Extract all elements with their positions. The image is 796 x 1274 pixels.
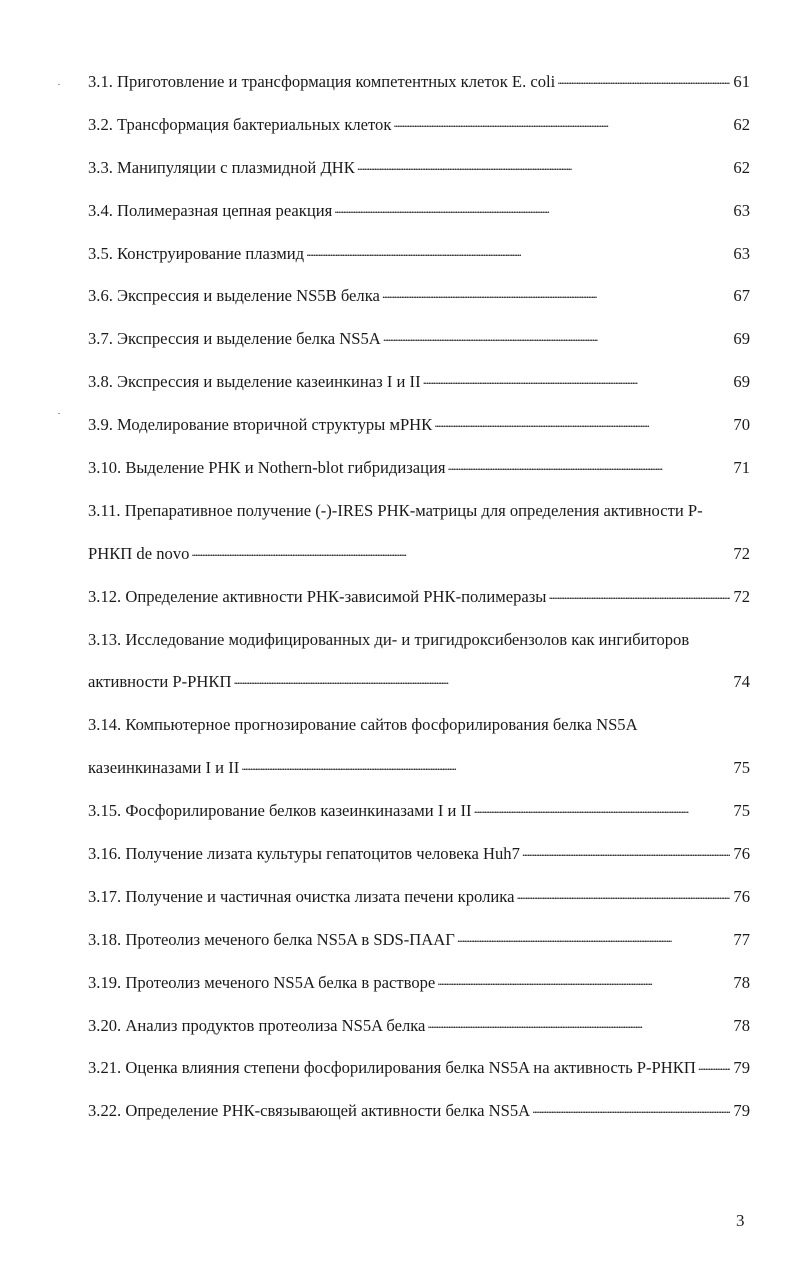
margin-speck	[58, 413, 60, 414]
toc-entry-page: 79	[733, 1101, 750, 1121]
toc-entry[interactable]	[88, 973, 750, 1016]
toc-entry[interactable]	[88, 544, 750, 587]
dot-leader	[532, 1102, 730, 1116]
toc-entry-title: казеинкиназами I и II	[88, 758, 240, 778]
toc-entry-title: 3.13. Исследование модифицированных ди- и тригидроксибензолов как ингибиторов	[88, 629, 690, 649]
dot-leader	[548, 588, 730, 602]
toc-entry-page: 72	[733, 543, 750, 563]
toc-entry-title: 3.14. Компьютерное прогнозирование сайтов фосфорилирования белка NS5A	[88, 715, 638, 735]
toc-entry-title: 3.7. Экспрессия и выделение белка NS5A	[88, 329, 381, 349]
toc-entry-page: 70	[733, 415, 750, 435]
toc-entry-title: 3.6. Экспрессия и выделение NS5B белка	[88, 286, 380, 306]
toc-entry[interactable]	[88, 715, 750, 758]
dot-leader	[357, 159, 730, 173]
toc-entry-title: 3.8. Экспрессия и выделение казеинкиназ I и II	[88, 372, 421, 392]
toc-entry-page: 75	[733, 801, 750, 821]
toc-entry[interactable]	[88, 672, 750, 715]
toc-entry[interactable]	[88, 930, 750, 973]
toc-entry-title: 3.2. Трансформация бактериальных клеток	[88, 114, 392, 134]
toc-entry-title: 3.9. Моделирование вторичной структуры мРНК	[88, 415, 433, 435]
dot-leader	[233, 673, 730, 687]
toc-entry-title: активности Р-РНКП	[88, 672, 232, 692]
toc-entry-page: 72	[733, 586, 750, 606]
toc-entry-page: 78	[733, 972, 750, 992]
toc-entry-title: 3.20. Анализ продуктов протеолиза NS5A белка	[88, 1015, 426, 1035]
toc-entry[interactable]	[88, 115, 750, 158]
toc-entry-title: 3.22. Определение РНК-связывающей активности белка NS5A	[88, 1101, 531, 1121]
toc-entry-title: 3.16. Получение лизата культуры гепатоцитов человека Huh7	[88, 844, 520, 864]
toc-entry-page: 63	[733, 200, 750, 220]
dot-leader	[516, 888, 730, 902]
table-of-contents	[88, 72, 750, 1144]
dot-leader	[191, 545, 730, 559]
margin-speck	[58, 84, 60, 85]
page-number: 3	[736, 1211, 745, 1230]
dot-leader	[306, 245, 730, 259]
toc-entry[interactable]	[88, 372, 750, 415]
dot-leader	[437, 974, 730, 988]
toc-entry[interactable]	[88, 1016, 750, 1059]
toc-entry-page: 74	[733, 672, 750, 692]
toc-entry-page: 62	[733, 157, 750, 177]
toc-entry[interactable]	[88, 758, 750, 801]
toc-entry-title: РНКП de novo	[88, 543, 190, 563]
toc-entry[interactable]	[88, 887, 750, 930]
dot-leader	[334, 202, 730, 216]
toc-entry-title: 3.18. Протеолиз меченого белка NS5A в SDS-ПААГ	[88, 929, 455, 949]
toc-entry-page: 75	[733, 758, 750, 778]
toc-entry[interactable]	[88, 501, 750, 544]
toc-entry[interactable]	[88, 1058, 750, 1101]
toc-entry-page: 76	[733, 886, 750, 906]
toc-entry[interactable]	[88, 630, 750, 673]
toc-entry[interactable]	[88, 587, 750, 630]
toc-entry-page: 79	[733, 1058, 750, 1078]
toc-entry-title: 3.4. Полимеразная цепная реакция	[88, 200, 333, 220]
toc-entry[interactable]	[88, 1101, 750, 1144]
toc-entry[interactable]	[88, 201, 750, 244]
toc-entry[interactable]	[88, 158, 750, 201]
toc-entry[interactable]	[88, 286, 750, 329]
dot-leader	[383, 330, 730, 344]
toc-entry-page: 77	[733, 929, 750, 949]
toc-entry-page: 78	[733, 1015, 750, 1035]
toc-entry-title: 3.19. Протеолиз меченого NS5A белка в растворе	[88, 972, 436, 992]
toc-entry-title: 3.3. Манипуляции с плазмидной ДНК	[88, 157, 355, 177]
toc-entry-title: 3.17. Получение и частичная очистка лизата печени кролика	[88, 886, 515, 906]
dot-leader	[457, 931, 730, 945]
dot-leader	[427, 1017, 730, 1031]
toc-entry-page: 76	[733, 844, 750, 864]
toc-entry-page: 69	[733, 372, 750, 392]
toc-entry-title: 3.21. Оценка влияния степени фосфорилирования белка NS5A на активность Р-РНКП	[88, 1058, 696, 1078]
toc-entry[interactable]	[88, 458, 750, 501]
dot-leader	[382, 287, 730, 301]
toc-entry-page: 62	[733, 114, 750, 134]
dot-leader	[557, 73, 730, 87]
dot-leader	[241, 759, 730, 773]
toc-entry[interactable]	[88, 72, 750, 115]
toc-entry-page: 61	[733, 72, 750, 91]
toc-entry-title: 3.12. Определение активности РНК-зависимой РНК-полимеразы	[88, 586, 547, 606]
toc-entry-page: 71	[733, 458, 750, 478]
toc-entry[interactable]	[88, 844, 750, 887]
toc-entry-title: 3.11. Препаративное получение (-)-IRES РНК-матрицы для определения активности Р-	[88, 500, 703, 520]
dot-leader	[423, 373, 730, 387]
dot-leader	[448, 459, 730, 473]
toc-entry[interactable]	[88, 415, 750, 458]
toc-entry[interactable]	[88, 329, 750, 372]
toc-entry-page: 63	[733, 243, 750, 263]
dot-leader	[698, 1059, 730, 1073]
dot-leader	[434, 416, 730, 430]
toc-entry-title: 3.1. Приготовление и трансформация компетентных клеток E. coli	[88, 72, 556, 91]
dot-leader	[474, 802, 730, 816]
dot-leader	[393, 116, 730, 130]
dot-leader	[522, 845, 730, 859]
toc-entry-page: 67	[733, 286, 750, 306]
toc-entry-title: 3.5. Конструирование плазмид	[88, 243, 305, 263]
toc-entry[interactable]	[88, 244, 750, 287]
toc-entry-title: 3.10. Выделение РНК и Nothern-blot гибридизация	[88, 458, 446, 478]
toc-entry[interactable]	[88, 801, 750, 844]
toc-entry-title: 3.15. Фосфорилирование белков казеинкиназами I и II	[88, 801, 472, 821]
toc-entry-page: 69	[733, 329, 750, 349]
